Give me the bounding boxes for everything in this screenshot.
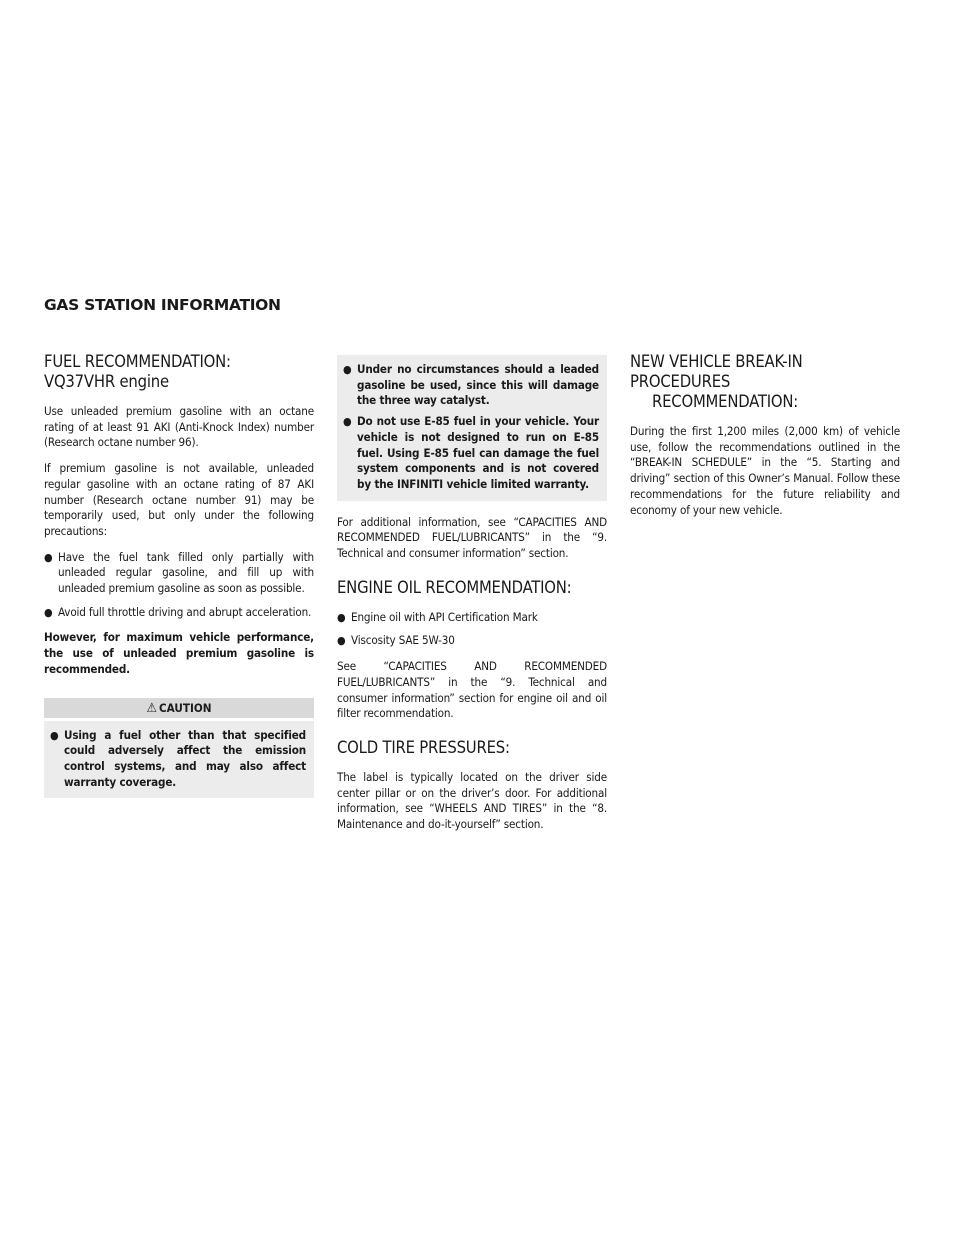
break-in-heading-line1: NEW VEHICLE BREAK-IN PROCEDURES [630,352,803,391]
bullet-dot-icon: ● [337,610,346,624]
caution-label: CAUTION [159,700,212,715]
fuel-precautions-list [44,550,314,621]
fuel-heading-line2: VQ37VHR engine [44,372,169,391]
tire-pressure-paragraph: The label is typically located on the driver side center pillar or on the driver’s door. For additional information, see “WHEELS AND TIRES” in the “8. Maintenance and do-it-yourself” section. [337,769,607,832]
caution-box-part1 [44,721,314,799]
caution-list [50,728,306,791]
list-item: ● Under no circumstances should a leaded gasoline be used, since this will damage the three way catalyst. [343,362,599,408]
fuel-heading [44,352,314,392]
fuel-paragraph-2: If premium gasoline is not available, unleaded regular gasoline with an octane rating of 87 AKI number (Research octane number 91) may be temporarily used, but only under the following precautions: [44,461,314,538]
caution-list-continued [343,362,599,493]
caution-header [44,698,314,718]
premium-note: However, for maximum vehicle performance, the use of unleaded premium gasoline is recommended. [44,630,314,676]
engine-oil-heading: ENGINE OIL RECOMMENDATION: [337,577,572,597]
engine-oil-list [337,610,607,649]
column-right [630,352,900,528]
break-in-heading [630,352,900,412]
list-item: ● Using a fuel other than that specified could adversely affect the emission control systems, and may also affect warranty coverage. [50,727,306,789]
tire-pressure-heading: COLD TIRE PRESSURES: [337,737,510,757]
list-item: ● Have the fuel tank filled only partially with unleaded regular gasoline, and fill up with unleaded premium gasoline as soon as possible. [44,549,314,596]
bullet-dot-icon: ● [44,605,53,619]
bullet-dot-icon: ● [337,634,346,648]
warning-triangle-icon: ⚠ [146,700,158,716]
list-item: ● Viscosity SAE 5W-30 [337,633,455,648]
engine-oil-paragraph: See “CAPACITIES AND RECOMMENDED FUEL/LUBRICANTS” in the “9. Technical and consumer information” section for engine oil and oil filter recommendation. [337,659,607,721]
list-item: ● Do not use E-85 fuel in your vehicle. Your vehicle is not designed to run on E-85 fuel. Using E-85 fuel can damage the fuel system components and is not covered by the INFINITI vehicle limited warranty. [343,414,599,491]
bullet-dot-icon: ● [44,550,53,564]
fuel-paragraph-1: Use unleaded premium gasoline with an octane rating of at least 91 AKI (Anti-Knock Index) number (Research octane number 96). [44,404,314,450]
column-left [44,352,314,798]
fuel-heading-line1: FUEL RECOMMENDATION: [44,352,231,371]
bullet-dot-icon: ● [343,363,352,376]
additional-info-paragraph: For additional information, see “CAPACITIES AND RECOMMENDED FUEL/LUBRICANTS” in the “9. Technical and consumer information” section. [337,514,607,561]
list-item: ● Engine oil with API Certification Mark [337,609,538,624]
section-title: GAS STATION INFORMATION [44,296,281,314]
break-in-paragraph: During the first 1,200 miles (2,000 km) of vehicle use, follow the recommendations outlined in the “BREAK-IN SCHEDULE” in the “5. Starting and driving” section of this Owner’s Manual. Follow these recommendations for the future reliability and economy of your new vehicle. [630,424,900,517]
break-in-heading-line2: RECOMMENDATION: [652,392,799,411]
list-item: ● Avoid full throttle driving and abrupt acceleration. [44,604,312,619]
caution-box-part2 [337,355,607,501]
column-middle [337,355,607,843]
bullet-dot-icon: ● [343,415,352,429]
bullet-dot-icon: ● [50,728,59,742]
